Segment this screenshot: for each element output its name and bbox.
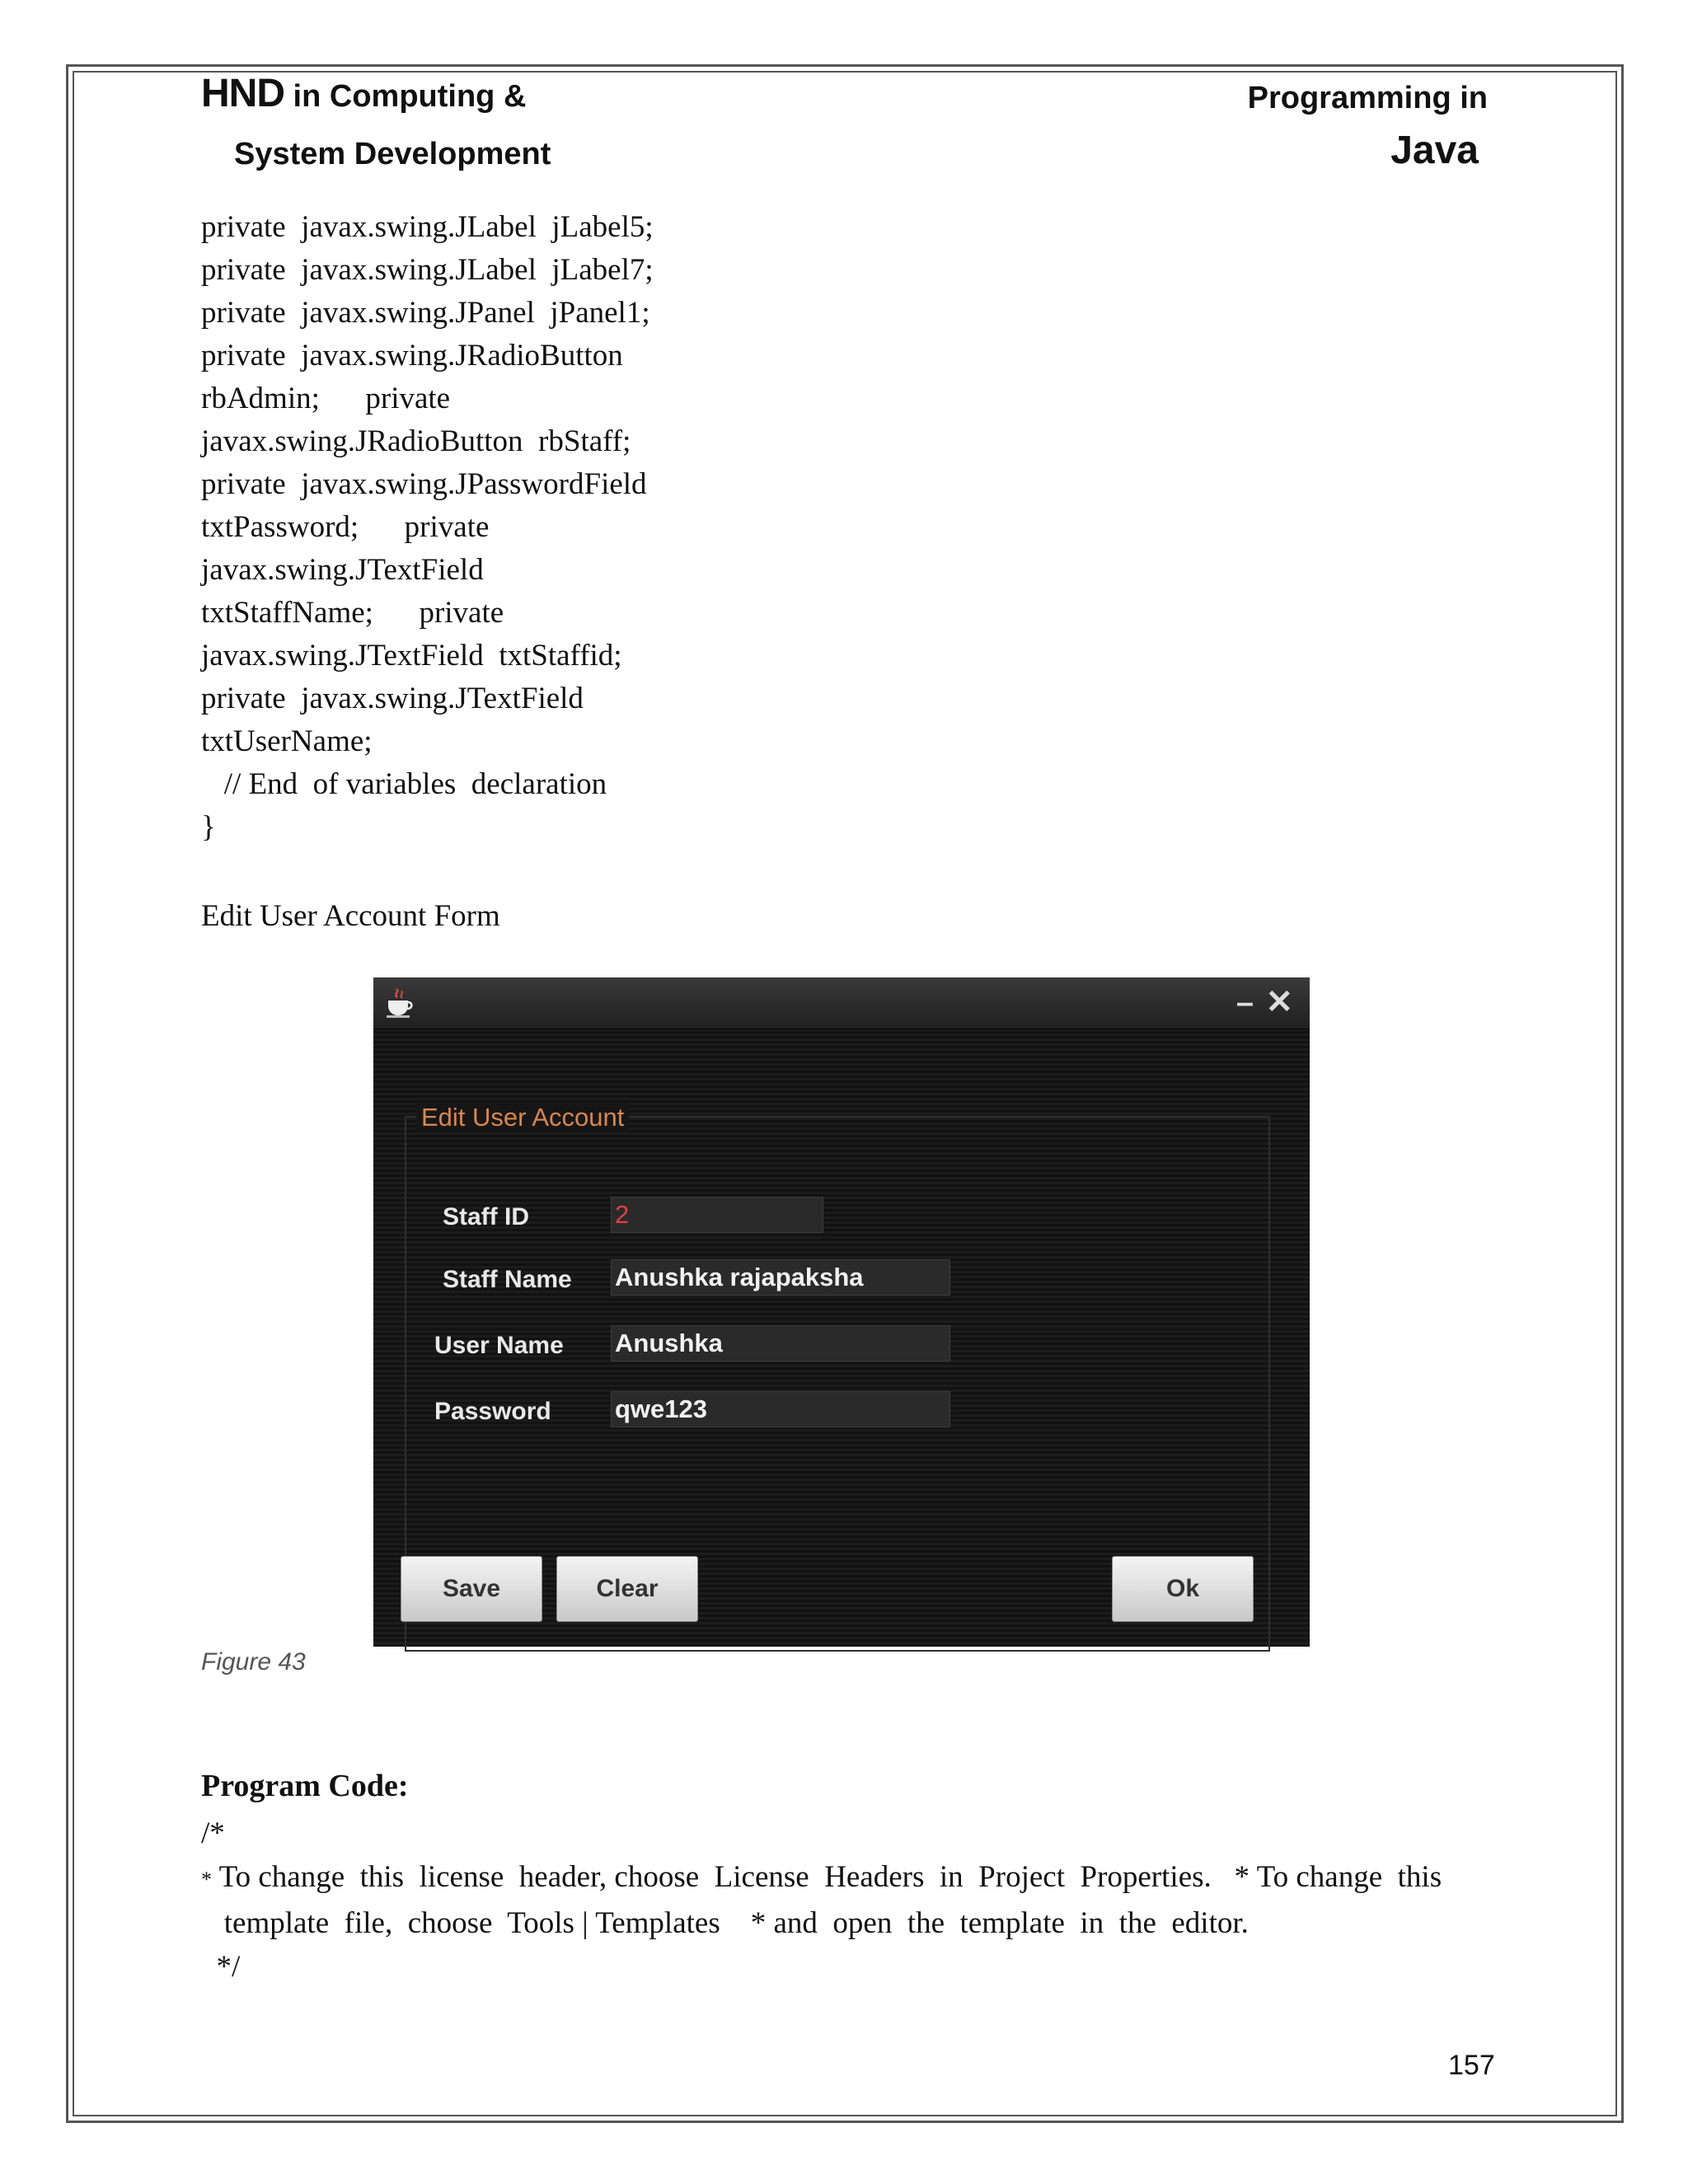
staff-name-label: Staff Name — [443, 1266, 572, 1293]
edit-user-account-window — [373, 977, 1310, 1647]
code-line: private javax.swing.JTextField — [201, 682, 584, 715]
code-line: javax.swing.JTextField — [201, 553, 484, 587]
comment-open: /* — [201, 1816, 225, 1850]
save-button[interactable]: Save — [401, 1556, 542, 1622]
code-line: javax.swing.JRadioButton rbStaff; — [201, 424, 631, 458]
code-line: private javax.swing.JLabel jLabel5; — [201, 210, 654, 244]
minimize-button[interactable]: – — [1236, 986, 1254, 1020]
panel-title: Edit User Account — [416, 1103, 629, 1132]
code-line: } — [201, 810, 216, 844]
comment-text-1: To change this license header, choose License Headers in Project Properties. * To change this — [212, 1860, 1442, 1894]
java-app-icon — [385, 987, 413, 1019]
staff-name-field[interactable]: Anushka rajapaksha — [611, 1259, 950, 1296]
password-field[interactable]: qwe123 — [611, 1391, 950, 1427]
comment-star: * — [201, 1868, 212, 1891]
code-line: javax.swing.JTextField txtStaffid; — [201, 639, 622, 673]
program-code-title: Program Code: — [201, 1769, 409, 1803]
comment-line-1 — [201, 1855, 1442, 1901]
code-line: private javax.swing.JLabel jLabel7; — [201, 253, 654, 287]
code-line: txtPassword; private — [201, 510, 490, 544]
staff-id-label: Staff ID — [443, 1203, 529, 1230]
comment-close: */ — [201, 1950, 241, 1984]
header-right-line2: Java — [1390, 129, 1479, 172]
code-line: txtUserName; — [201, 724, 373, 758]
code-line: private javax.swing.JPasswordField — [201, 467, 647, 501]
figure-caption: Figure 43 — [201, 1648, 306, 1675]
user-name-label: User Name — [434, 1332, 564, 1359]
code-block — [201, 206, 654, 849]
header-hnd: HND — [201, 72, 284, 115]
comment-block — [201, 1811, 1442, 1989]
staff-id-field[interactable]: 2 — [611, 1197, 823, 1233]
section-title: Edit User Account Form — [201, 899, 500, 933]
header-right-line1: Programming in — [1247, 81, 1488, 115]
code-line: rbAdmin; private — [201, 382, 451, 415]
clear-button[interactable]: Clear — [556, 1556, 698, 1622]
close-button[interactable]: ✕ — [1265, 984, 1293, 1020]
code-line: private javax.swing.JPanel jPanel1; — [201, 296, 650, 330]
password-label: Password — [434, 1398, 551, 1425]
window-titlebar[interactable] — [373, 977, 1310, 1029]
code-line: txtStaffName; private — [201, 596, 504, 630]
comment-line-2: template file, choose Tools | Templates * and open the template in the editor. — [201, 1906, 1249, 1940]
header-left-line2: System Development — [234, 137, 551, 171]
header-left-rest: in Computing & — [284, 79, 527, 114]
ok-button[interactable]: Ok — [1112, 1556, 1254, 1622]
header-left-line1 — [201, 71, 526, 116]
code-line: private javax.swing.JRadioButton — [201, 339, 623, 373]
code-line: // End of variables declaration — [201, 767, 607, 801]
user-name-field[interactable]: Anushka — [611, 1325, 950, 1361]
page-number: 157 — [1448, 2050, 1495, 2081]
